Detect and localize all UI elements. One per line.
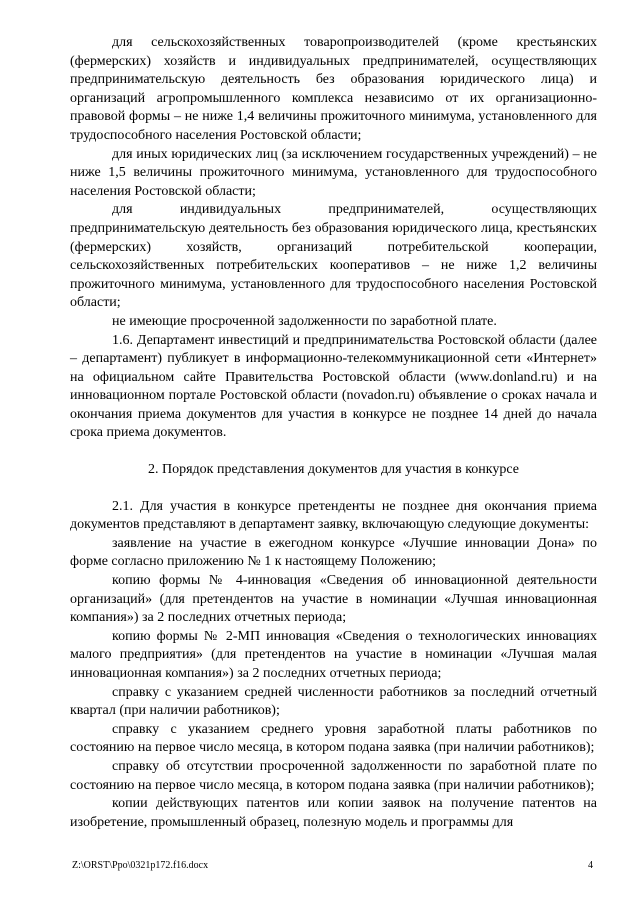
list-item-salary-certificate: справку с указанием среднего уровня заработной платы работников по состоянию на первое число месяца, в котором подана заявка (при наличии работников);	[70, 721, 597, 756]
list-item-no-debt-certificate: справку об отсутствии просроченной задолженности по заработной плате по состоянию на первое число месяца, в котором подана заявка (при наличии работников);	[70, 758, 597, 793]
paragraph-agro-wage: для сельскохозяйственных товаропроизводителей (кроме крестьянских (фермерских) хозяйств и индивидуальных предпринимателей, осуществляющих предпринимательскую деятельность без образования юридического лица) и организаций агропромышленного комплекса независимо от их организационно-правовой формы – не ниже 1,4 величины прожиточного минимума, установленного для трудоспособного населения Ростовской области;	[70, 35, 597, 143]
list-item-patent-copies: копии действующих патентов или копии заявок на получение патентов на изобретение, промышленный образец, полезную модель и программы для	[70, 796, 597, 830]
list-item-application: заявление на участие в ежегодном конкурсе «Лучшие инновации Дона» по форме согласно приложению № 1 к настоящему Положению;	[70, 535, 597, 570]
section-heading: 2. Порядок представления документов для участия в конкурсе	[148, 462, 519, 478]
spacer	[70, 443, 597, 461]
paragraph-1-6: 1.6. Департамент инвестиций и предпринимательства Ростовской области (далее – департамент) публикует в информационно-телекоммуникационной сети «Интернет» на официальном сайте Правительства Ростовской области (www.donland.ru) и на инновационном портале Ростовской области (novadon.ru) объявление о сроках начала и окончания приема документов для участия в конкурсе не позднее 14 дней до начала срока приема документов.	[70, 332, 597, 441]
document-body	[70, 34, 597, 832]
paragraph-2-1: 2.1. Для участия в конкурсе претенденты не позднее дня окончания приема документов представляют в департамент заявку, включающую следующие документы:	[70, 498, 597, 533]
footer-page-number: 4	[588, 860, 593, 871]
list-item-form-4-innovation: копию формы № 4-инновация «Сведения об инновационной деятельности организаций» (для претендентов на участие в номинации «Лучшая инновационная компания») за 2 последних отчетных периода;	[70, 573, 597, 626]
spacer	[70, 480, 597, 498]
footer-file-path: Z:\ORST\Ppo\0321p172.f16.docx	[72, 860, 209, 871]
paragraph-no-wage-debt: не имеющие просроченной задолженности по заработной плате.	[112, 313, 497, 329]
list-item-form-2-mp: копию формы № 2-МП инновация «Сведения о технологических инновациях малого предприятия» (для претендентов на участие в номинации «Лучшая малая инновационная компания») за 2 последних отчетных периода;	[70, 628, 597, 681]
list-item-headcount-certificate: справку с указанием средней численности работников за последний отчетный квартал (при наличии работников);	[70, 684, 597, 719]
paragraph-other-legal-entities: для иных юридических лиц (за исключением государственных учреждений) – не ниже 1,5 величины прожиточного минимума, установленного для трудоспособного населения Ростовской области;	[70, 146, 597, 199]
paragraph-individual-entrepreneurs: для индивидуальных предпринимателей, осуществляющих предпринимательскую деятельность без образования юридического лица, крестьянских (фермерских) хозяйств, организаций потребительской кооперации, сельскохозяйственных потребительских кооперативов – не ниже 1,2 величины прожиточного минимума, установленного для трудоспособного населения Ростовской области;	[70, 202, 597, 311]
